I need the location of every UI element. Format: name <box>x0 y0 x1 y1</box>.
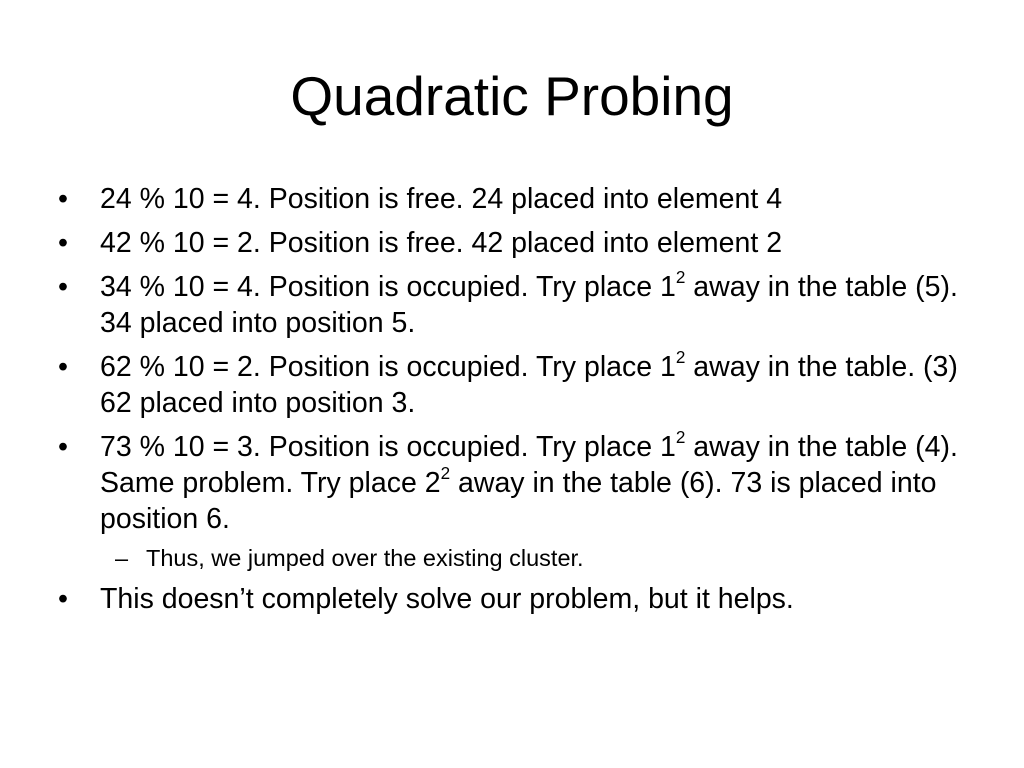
superscript-exponent: 2 <box>675 268 686 288</box>
bullet-text-continued: away in the table (4). Same problem. Try place 2 <box>100 431 958 499</box>
bullet-text-continued: away in the table (5). 34 placed into position 5. <box>100 271 958 339</box>
bullet-icon: • <box>58 227 68 259</box>
bullet-icon: • <box>58 183 68 215</box>
dash-icon: – <box>115 545 129 571</box>
superscript-exponent: 2 <box>440 464 451 484</box>
bullet-text-continued: away in the table (6). 73 is placed into position 6. <box>100 467 937 535</box>
bullet-icon: • <box>58 583 68 615</box>
bullet-icon: • <box>58 351 68 383</box>
bullet-item-1 <box>58 181 958 217</box>
bullet-item-3 <box>58 269 958 341</box>
sub-bullet-item <box>58 543 958 573</box>
superscript-exponent: 2 <box>675 428 686 448</box>
bullet-text: 62 % 10 = 2. Position is occupied. Try place 1 <box>100 351 676 383</box>
bullet-icon: • <box>58 271 68 303</box>
bullet-item-6 <box>58 581 958 617</box>
sub-bullet-text: Thus, we jumped over the existing cluster. <box>146 545 584 571</box>
bullet-text: 24 % 10 = 4. Position is free. 24 placed into element 4 <box>100 183 783 215</box>
bullet-text: 73 % 10 = 3. Position is occupied. Try place 1 <box>100 431 676 463</box>
bullet-item-5 <box>58 429 958 537</box>
bullet-text: 42 % 10 = 2. Position is free. 42 placed into element 2 <box>100 227 783 259</box>
bullet-text-continued: away in the table. (3) 62 placed into position 3. <box>100 351 958 419</box>
bullet-item-2 <box>58 225 958 261</box>
bullet-icon: • <box>58 431 68 463</box>
bullet-text: 34 % 10 = 4. Position is occupied. Try place 1 <box>100 271 676 303</box>
bullet-item-4 <box>58 349 958 421</box>
superscript-exponent: 2 <box>675 348 686 368</box>
slide-title: Quadratic Probing <box>290 65 734 127</box>
bullet-text: This doesn’t completely solve our problem, but it helps. <box>100 583 794 615</box>
bullet-list <box>58 181 958 625</box>
